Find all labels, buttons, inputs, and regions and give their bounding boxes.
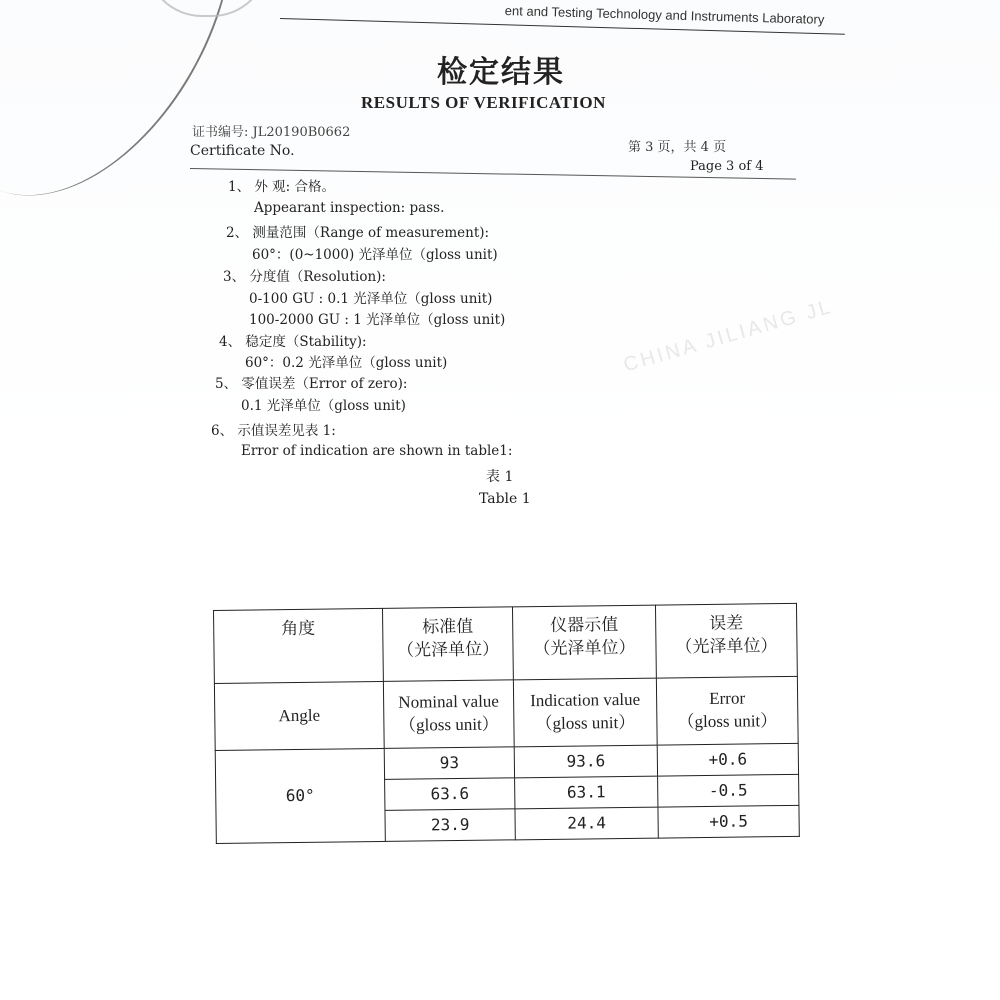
- header-nominal-en-text: Nominal value: [398, 691, 500, 712]
- item-4-cn: 4、 稳定度（Stability):: [219, 334, 367, 350]
- page-title-cn: 检定结果: [437, 55, 565, 90]
- item-2-en: 60°：(0~1000) 光泽单位（gloss unit): [252, 247, 498, 263]
- header-error-cn: [655, 603, 797, 678]
- header-angle-cn: [214, 608, 384, 683]
- certificate-number-en: Certificate No.: [190, 143, 295, 159]
- indication-value-cell: 93.6: [514, 745, 657, 778]
- header-error-cn-text: 误差: [709, 613, 744, 634]
- item-5-cn: 5、 零值误差（Error of zero):: [215, 376, 408, 392]
- item-6-cn: 6、 示值误差见表 1:: [211, 423, 336, 439]
- nominal-value-cell: 63.6: [385, 778, 515, 811]
- header-indication-cn: [512, 605, 656, 680]
- header-error-en-unit: （gloss unit）: [677, 711, 778, 732]
- header-nominal-en-unit: （gloss unit）: [398, 714, 499, 735]
- table-header-row-en: [214, 676, 798, 750]
- header-nominal-cn-text: 标准值: [422, 616, 474, 638]
- results-table-container: [213, 603, 799, 835]
- header-indication-en-text: Indication value: [530, 689, 641, 711]
- angle-cell: 60°: [215, 748, 385, 843]
- item-3-cn: 3、 分度值（Resolution):: [223, 269, 386, 285]
- header-nominal-cn-unit: （光泽单位）: [396, 639, 500, 661]
- header-error-cn-unit: （光泽单位）: [675, 636, 778, 658]
- header-indication-cn-unit: （光泽单位）: [533, 637, 636, 660]
- header-indication-en: [513, 678, 657, 747]
- header-nominal-en: [383, 680, 514, 749]
- results-table: [213, 603, 800, 844]
- indication-value-cell: 24.4: [515, 807, 658, 840]
- header-angle-en: [214, 681, 384, 750]
- item-3-line-2: 100-2000 GU : 1 光泽单位（gloss unit): [249, 312, 506, 328]
- table-caption-cn: 表 1: [486, 469, 514, 485]
- item-6-en: Error of indication are shown in table1:: [241, 443, 513, 459]
- error-value-cell: +0.6: [657, 743, 798, 776]
- watermark-text: CHINA JILIANG JL: [621, 295, 836, 377]
- header-error-en-text: Error: [709, 688, 746, 709]
- certificate-number-cn: 证书编号: JL20190B0662: [192, 125, 351, 140]
- page-title-en: RESULTS OF VERIFICATION: [361, 93, 606, 112]
- item-1-en: Appearant inspection: pass.: [254, 200, 445, 216]
- page-number-cn: 第 3 页，共 4 页: [628, 140, 727, 155]
- header-error-en: [656, 676, 798, 745]
- item-3-line-1: 0-100 GU : 0.1 光泽单位（gloss unit): [249, 291, 493, 307]
- item-5-en: 0.1 光泽单位（gloss unit): [241, 398, 406, 414]
- indication-value-cell: 63.1: [515, 776, 658, 809]
- table-header-row-cn: [214, 603, 798, 683]
- header-indication-cn-text: 仪器示值: [550, 615, 619, 636]
- header-indication-en-unit: （gloss unit）: [535, 712, 636, 734]
- nominal-value-cell: 23.9: [385, 809, 515, 842]
- lab-name: ent and Testing Technology and Instruments Laboratory: [504, 3, 825, 27]
- header-angle-cn-text: 角度: [281, 618, 316, 640]
- item-2-cn: 2、 测量范围（Range of measurement):: [226, 225, 490, 241]
- table-caption-en: Table 1: [479, 491, 531, 507]
- item-1-cn: 1、 外 观: 合格。: [228, 179, 336, 195]
- page-number-en: Page 3 of 4: [690, 159, 764, 174]
- error-value-cell: -0.5: [658, 774, 799, 807]
- item-4-en: 60°：0.2 光泽单位（gloss unit): [245, 355, 448, 371]
- error-value-cell: +0.5: [658, 805, 799, 838]
- header-nominal-cn: [382, 607, 513, 682]
- nominal-value-cell: 93: [384, 747, 514, 780]
- header-angle-en-text: Angle: [278, 705, 321, 725]
